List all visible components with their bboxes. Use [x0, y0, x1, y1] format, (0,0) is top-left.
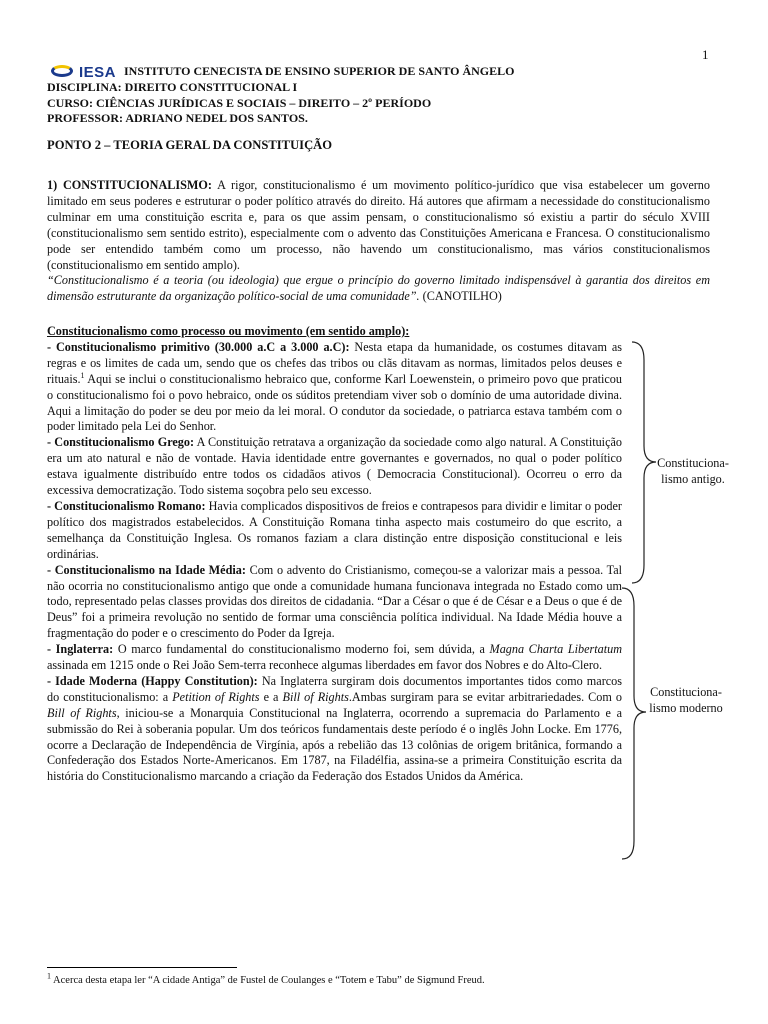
- item-romano: [47, 499, 622, 563]
- item-idade-media-lead: - Constitucionalismo na Idade Média:: [47, 562, 246, 577]
- quote-author: (CANOTILHO): [419, 289, 502, 304]
- institution-line: [47, 64, 727, 80]
- canotilho-quote: “Constitucionalismo é a teoria (ou ideologia) que ergue o princípio do governo limitado indispensável à garantia dos direitos em dimensão estruturante da organização político-social de uma comunidade”.: [47, 273, 710, 304]
- item-idade-moderna: [47, 674, 622, 785]
- constitutionalism-section: [47, 324, 622, 785]
- page-title: PONTO 2 – TEORIA GERAL DA CONSTITUIÇÃO: [47, 138, 333, 152]
- footnote: [47, 971, 485, 987]
- item-primitivo-text-2: Aqui se inclui o constitucionalismo hebraico que, conforme Karl Loewenstein, o primeiro povo que praticou o constitucionalismo foi o povo hebraico, onde os súditos pretendiam viver sob o domínio de uma autoridade divina. Aqui a limitação do poder se deu por meio da lei moral. O condutor da sociedade, o patriarca estava também com o poder limitado pela Lei do Senhor.: [47, 371, 622, 434]
- item-grego-text: A Constituição retratava a organização da sociedade como algo natural. A Constituição era um ato natural e não de vontade. Havia identidade entre governantes e governados, no qual o poder político estava igualmente distribuído entre todos os cidadãos ativos ( Democracia Constitucional). Ocorreu o erro da excessiva democratização. Todo sistema soçobra pelo seu excesso.: [47, 435, 622, 498]
- brace-moderno-label-1: Constituciona-: [650, 685, 722, 699]
- professor-line: PROFESSOR: ADRIANO NEDEL DOS SANTOS.: [47, 111, 308, 126]
- item-idade-moderna-lead: - Idade Moderna (Happy Constitution):: [47, 673, 258, 688]
- petition-of-rights: Petition of Rights: [172, 689, 260, 704]
- iesa-logo-icon: [47, 64, 79, 80]
- footnote-text: Acerca desta etapa ler “A cidade Antiga” de Fustel de Coulanges e “Totem e Tabu” de Sigmund Freud.: [51, 975, 485, 986]
- intro-paragraph: [47, 178, 710, 305]
- bill-of-rights-2: Bill of Rights: [47, 705, 117, 720]
- section-title: Constitucionalismo como processo ou movimento (em sentido amplo):: [47, 324, 410, 338]
- item-idade-media-text: Com o advento do Cristianismo, começou-se a valorizar mais a pessoa. Tal não ocorria no constitucionalismo antigo que onde a comunidade humana funcionava integrada no Estado como um todo, representado pelas classes providas dos direitos de cidadania. “Dar a César o que é de César e a Deus o que é de Deus” foi a primeira revolução no sentido de formar uma consciência política individual. Na Idade Média houve a fragmentação do poder e o crescimento do Poder da Igreja.: [47, 562, 622, 641]
- item-inglaterra: [47, 642, 622, 674]
- item-grego: [47, 435, 622, 499]
- item-inglaterra-lead: - Inglaterra:: [47, 642, 114, 657]
- brace-moderno-label: [638, 684, 734, 716]
- brace-antigo-label-1: Constituciona-: [657, 456, 729, 470]
- brace-moderno-label-2: lismo moderno: [649, 701, 723, 715]
- document-header: [47, 64, 727, 127]
- item-idade-media: [47, 563, 622, 643]
- course-line: CURSO: CIÊNCIAS JURÍDICAS E SOCIAIS – DIREITO – 2º PERÍODO: [47, 95, 432, 110]
- item-idade-moderna-text: Na Inglaterra surgiram dois documentos importantes tidos como marcos do constitucionalismo: a: [47, 673, 623, 704]
- intro-text: A rigor, constitucionalismo é um movimento político-jurídico que visa estabelecer um governo limitado em seus poderes e estruturar o poder político através do direito. Há autores que afirmam a necessidade do constitucionalismo culminar em uma constituição escrita e, para os que assim pensam, o constitucionalismo só existiu a partir do século XVIII (constitucionalismo sem sentido estrito), especialmente com o advento das Constituições Americana e Francesa. O constitucionalismo pode ser entendido também como um processo, não havendo um constitucionalismo, mas vários constitucionalismos (constitucionalismo em sentido amplo).: [47, 178, 710, 272]
- item-idade-moderna-text-3: .Ambas surgiram para se evitar arbitrariedades. Com o: [348, 689, 623, 704]
- institution-name: INSTITUTO CENECISTA DE ENSINO SUPERIOR DE SANTO ÂNGELO: [124, 64, 515, 78]
- logo-text: IESA: [79, 63, 117, 81]
- footnote-divider: [47, 967, 237, 968]
- footnote-ref[interactable]: 1: [80, 370, 85, 380]
- intro-lead: 1) CONSTITUCIONALISMO:: [47, 178, 212, 192]
- brace-antigo-label-2: lismo antigo.: [661, 472, 725, 486]
- footnote-number: 1: [47, 971, 51, 981]
- item-grego-lead: - Constitucionalismo Grego:: [47, 435, 195, 450]
- item-idade-moderna-text-4: , iniciou-se a Monarquia Constitucional na Inglaterra, ocorrendo a supremacia do Parlamento e a submissão do Rei à soberania popular. Um dos teóricos fundamentais deste período é o inglês John Locke. Em 1776, ocorre a Declaração de Independência de Virgínia, após a rebelião das 13 colônias de origem britânica, formando a Confederação dos Estados Norte-Americanos. Em 1787, na Filadélfia, assina-se a primeira Constituição escrita da história do Constitucionalismo marcando a criação da Federação dos Estados Unidos da América.: [47, 705, 622, 784]
- item-romano-lead: - Constitucionalismo Romano:: [47, 498, 206, 513]
- magna-charta: Magna Charta Libertatum: [489, 642, 623, 657]
- brace-antigo-label: [648, 455, 738, 487]
- item-inglaterra-text-2: assinada em 1215 onde o Rei João Sem-terra reconhece algumas liberdades em favor dos Nobres e do Alto-Clero.: [47, 658, 603, 673]
- bill-of-rights: Bill of Rights: [282, 689, 349, 704]
- discipline-line: DISCIPLINA: DIREITO CONSTITUCIONAL I: [47, 80, 298, 95]
- item-primitivo: [47, 340, 622, 435]
- iesa-logo: [47, 64, 116, 80]
- page-number: 1: [702, 47, 709, 62]
- item-primitivo-text: Nesta etapa da humanidade, os costumes ditavam as regras e os limites de cada um, sendo que os chefes das tribos ou clãs ditavam as normas, limitados pelos deuses e rituais.: [47, 339, 622, 386]
- item-idade-moderna-text-2: e a: [259, 689, 283, 704]
- brace-moderno-icon: [620, 586, 650, 861]
- item-inglaterra-text: O marco fundamental do constitucionalismo moderno foi, sem dúvida, a: [113, 642, 490, 657]
- item-romano-text: Havia complicados dispositivos de freios e contrapesos para dividir e limitar o poder político dos magistrados estabelecidos. A Constituição Romana tinha aspecto mais costumeiro do que escrito, a semelhança da Constituição Inglesa. Os romanos faziam a clara distinção entre disposição constitucional e leis ordinárias.: [47, 498, 622, 561]
- item-primitivo-lead: - Constitucionalismo primitivo (30.000 a.C a 3.000 a.C):: [47, 339, 350, 354]
